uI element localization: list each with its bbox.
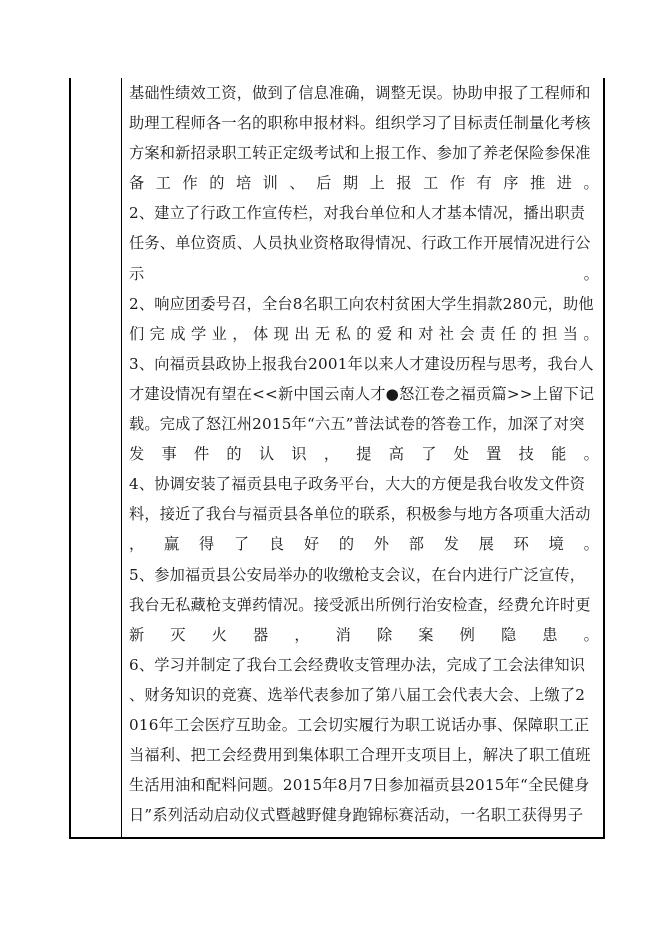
text-line: 我台无私藏枪支弹药情况。接受派出所例行治安检查，经费允许时更 <box>129 595 591 614</box>
text-char: 序 <box>503 174 519 193</box>
text-line <box>129 439 599 469</box>
text-char: 报 <box>396 174 412 193</box>
text-char: 例 <box>459 625 476 644</box>
text-char: 高 <box>388 445 405 464</box>
text-char: 展 <box>478 535 495 554</box>
text-char: 置 <box>486 445 502 464</box>
text-char: 。 <box>583 535 599 554</box>
text-char: 业 <box>211 324 228 343</box>
text-line: 日”系列活动启动仪式暨越野健身跑锦标赛活动，一名职工获得男子 <box>129 806 584 825</box>
text-char: 案 <box>418 625 434 644</box>
text-line: 生活用油和配料问题。2015年8月7日参加福贡县2015年“全民健身 <box>129 776 590 795</box>
text-char: 出 <box>294 324 310 343</box>
text-char: 完 <box>149 324 166 343</box>
text-char: 好 <box>303 535 320 554</box>
text-line: 任务、单位资质、人员执业资格取得情况、行政工作开展情况进行公 <box>129 234 591 253</box>
text-char: 推 <box>530 174 546 193</box>
text-char: 外 <box>373 535 390 554</box>
text-line: 、财务知识的竞赛、选举代表参加了第八届工会代表大会、上缴了2 <box>129 685 586 704</box>
text-char: 学 <box>190 324 207 343</box>
text-char: 社 <box>438 324 455 343</box>
text-line: 才建设情况有望在<<新中国云南人才●怒江卷之福贡篇>>上留下记 <box>129 384 595 403</box>
text-char: 会 <box>459 324 475 343</box>
text-char: 得 <box>198 535 215 554</box>
text-char: 私 <box>335 324 351 343</box>
text-char: 和 <box>397 324 413 343</box>
text-char: 认 <box>258 445 275 464</box>
text-line: 助理工程师各一名的职称申报材料。组织学习了目标责任制量化考核 <box>129 114 591 133</box>
text-char: 除 <box>376 625 393 644</box>
text-char: 了 <box>233 535 250 554</box>
text-char: 、 <box>289 174 305 193</box>
text-char: 了 <box>421 445 437 464</box>
text-line: 基础性绩效工资，做到了信息准确，调整无误。协助申报了工程师和 <box>129 84 591 102</box>
text-char: 无 <box>314 324 331 343</box>
text-char: 示 <box>129 264 145 283</box>
text-line: 料，接近了我台与福贡县各单位的联系，积极参与地方各项重大活动 <box>129 505 591 524</box>
text-char: 提 <box>356 445 372 464</box>
text-line <box>129 529 599 559</box>
text-char: 上 <box>369 174 385 193</box>
text-line <box>129 319 599 349</box>
text-line: 6、学习并制定了我台工会经费收支管理办法，完成了工会法律知识 <box>129 655 586 674</box>
text-char: 。 <box>583 445 599 464</box>
text-char: 任 <box>500 324 517 343</box>
text-char: 有 <box>476 174 492 193</box>
text-line: 2、建立了行政工作宣传栏，对我台单位和人才基本情况，播出职责 <box>129 204 586 223</box>
text-char: 训 <box>262 174 279 193</box>
text-line: 当福利、把工会经费用到集体职工合理开支项目上，解决了职工值班 <box>129 746 591 765</box>
text-char: 隐 <box>500 625 517 644</box>
text-char: 境 <box>548 535 565 554</box>
text-char: 培 <box>235 174 252 193</box>
text-char: 。 <box>583 625 599 644</box>
text-char: 现 <box>273 324 289 343</box>
text-char: 赢 <box>163 535 180 554</box>
text-char: 责 <box>480 324 496 343</box>
text-line: 方案和新招录职工转正定级考试和上报工作、参加了养老保险参保准 <box>129 144 591 163</box>
text-char: 器 <box>252 625 269 644</box>
text-char: 件 <box>193 445 210 464</box>
text-char: 期 <box>342 174 359 193</box>
text-char: 的 <box>338 535 355 554</box>
text-char: 技 <box>518 445 535 464</box>
text-line <box>129 168 599 198</box>
text-char: 担 <box>542 324 558 343</box>
text-char: 当 <box>562 324 579 343</box>
text-char: 良 <box>268 535 285 554</box>
content-cell <box>129 78 599 830</box>
text-char: 的 <box>226 445 242 464</box>
text-char: 部 <box>408 535 425 554</box>
text-line <box>129 259 599 289</box>
text-char: 能 <box>551 445 567 464</box>
report-table <box>69 78 605 839</box>
text-char: 处 <box>453 445 470 464</box>
text-char: 作 <box>449 174 466 193</box>
text-char: ， <box>294 625 310 644</box>
text-char: 的 <box>356 324 372 343</box>
text-char: 火 <box>211 625 228 644</box>
text-line <box>129 620 599 650</box>
text-char: 的 <box>209 174 225 193</box>
text-char: 们 <box>129 324 145 343</box>
text-char: 。 <box>583 264 599 283</box>
text-char: 爱 <box>376 324 393 343</box>
text-char: 灭 <box>170 625 186 644</box>
text-char: 事 <box>161 445 177 464</box>
text-char: ， <box>232 324 248 343</box>
text-char: 后 <box>316 174 332 193</box>
text-char: ， <box>323 445 340 464</box>
text-char: 发 <box>129 445 145 464</box>
text-char: 成 <box>170 324 186 343</box>
text-char: 工 <box>423 174 439 193</box>
text-line: 载。完成了怒江州2015年“六五”普法试卷的答卷工作，加深了对突 <box>129 415 585 434</box>
text-line: 3、向福贡县政协上报我台2001年以来人才建设历程与思考，我台人 <box>129 354 594 373</box>
text-char: 体 <box>252 324 269 343</box>
text-char: 进 <box>556 174 573 193</box>
text-line: 5、参加福贡县公安局举办的收缴枪支会议，在台内进行广泛宣传， <box>129 565 586 584</box>
text-char: 环 <box>513 535 530 554</box>
text-char: 作 <box>182 174 198 193</box>
text-line: 016年工会医疗互助金。工会切实履行为职工说话办事、保障职工正 <box>129 715 590 734</box>
text-char: ， <box>129 535 145 554</box>
text-char: 。 <box>583 324 599 343</box>
text-char: 消 <box>335 625 352 644</box>
text-char: 发 <box>443 535 460 554</box>
text-char: 对 <box>418 324 434 343</box>
text-char: 患 <box>542 625 558 644</box>
text-char: 识 <box>291 445 307 464</box>
label-cell <box>71 78 121 837</box>
column-divider <box>121 78 122 837</box>
text-char: 新 <box>129 625 145 644</box>
text-char: 工 <box>155 174 172 193</box>
text-char: 的 <box>521 324 537 343</box>
text-char: 。 <box>583 174 599 193</box>
text-char: 备 <box>129 174 145 193</box>
text-line: 2、响应团委号召，全台8名职工向农村贫困大学生捐款280元，助他 <box>129 294 594 313</box>
text-line: 4、协调安装了福贡县电子政务平台，大大的方便是我台收发文件资 <box>129 475 586 494</box>
